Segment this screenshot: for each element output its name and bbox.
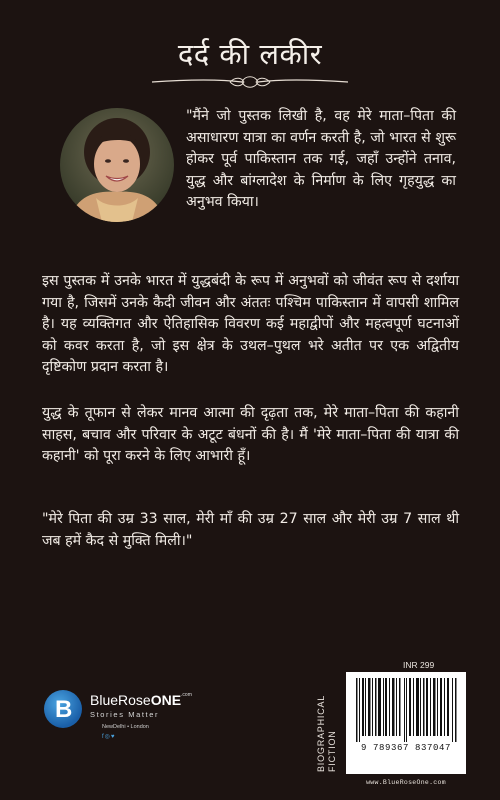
publisher-name-suffix: ONE: [150, 692, 182, 708]
book-title: दर्द की लकीर: [177, 37, 323, 71]
price-label: INR 299: [403, 660, 435, 670]
publisher-website: www.BlueRoseOne.com: [366, 779, 446, 786]
genre-text: [316, 695, 338, 772]
title-flourish-ornament: [150, 72, 350, 92]
publisher-block: [44, 688, 244, 748]
blurb-paragraph-2: इस पुस्तक में उनके भारत में युद्धबंदी के रूप में अनुभवों को जीवंत रूप से दर्शाया गया है, जिसमें उनके कैदी जीवन और अंततः पश्चिम पाकिस्तान में वापसी शामिल है। यह व्यक्तिगत और ऐतिहासिक विवरण कई महाद्वीपों और महत्वपूर्ण घटनाओं को कवर करता है, जो इस क्षेत्र के उथल–पुथल भरे अतीत पर एक अद्वितीय दृष्टिकोण प्रदान करता है।: [42, 273, 459, 376]
genre-label: [316, 672, 346, 772]
author-photo: [60, 108, 174, 222]
blurb-paragraph-3: युद्ध के तूफान से लेकर मानव आत्मा की दृढ़ता तक, मेरे माता–पिता की कहानी साहस, बचाव और परिवार के अटूट बंधनों की है। मैं 'मेरे माता–पिता की यात्रा की कहानी' को पूरा करने के लिए आभारी हूँ।: [42, 405, 459, 465]
isbn-barcode: [346, 672, 466, 774]
isbn-number: 9 789367 837047: [360, 743, 451, 753]
publisher-tagline: Stories Matter: [90, 710, 160, 719]
publisher-domain-suffix: .com: [181, 692, 192, 698]
social-icons: f◎♥: [102, 734, 116, 740]
genre-line-1: BIOGRAPHICAL: [316, 694, 326, 772]
publisher-logo-icon: [44, 690, 82, 728]
publisher-name: [90, 692, 192, 708]
publisher-cities: NewDelhi • London: [102, 724, 149, 730]
blurb-quote-closing: "मेरे पिता की उम्र 33 साल, मेरी माँ की उम्र 27 साल और मेरी उम्र 7 साल थी जब हमें कैद से मुक्ति मिली।": [42, 511, 459, 549]
barcode-icon: [354, 678, 458, 742]
publisher-name-main: BlueRose: [90, 692, 151, 708]
publisher-logo-letter: B: [55, 696, 73, 723]
genre-line-2: FICTION: [327, 730, 337, 772]
blurb-quote-intro: "मैंने जो पुस्तक लिखी है, वह मेरे माता–पिता की असाधारण यात्रा का वर्णन करती है, जो भारत से शुरू होकर पूर्व पाकिस्तान तक गई, जहाँ उन्होंने तनाव, युद्ध और बांग्लादेश के निर्माण के लिए गृहयुद्ध का अनुभव किया।: [186, 108, 456, 211]
